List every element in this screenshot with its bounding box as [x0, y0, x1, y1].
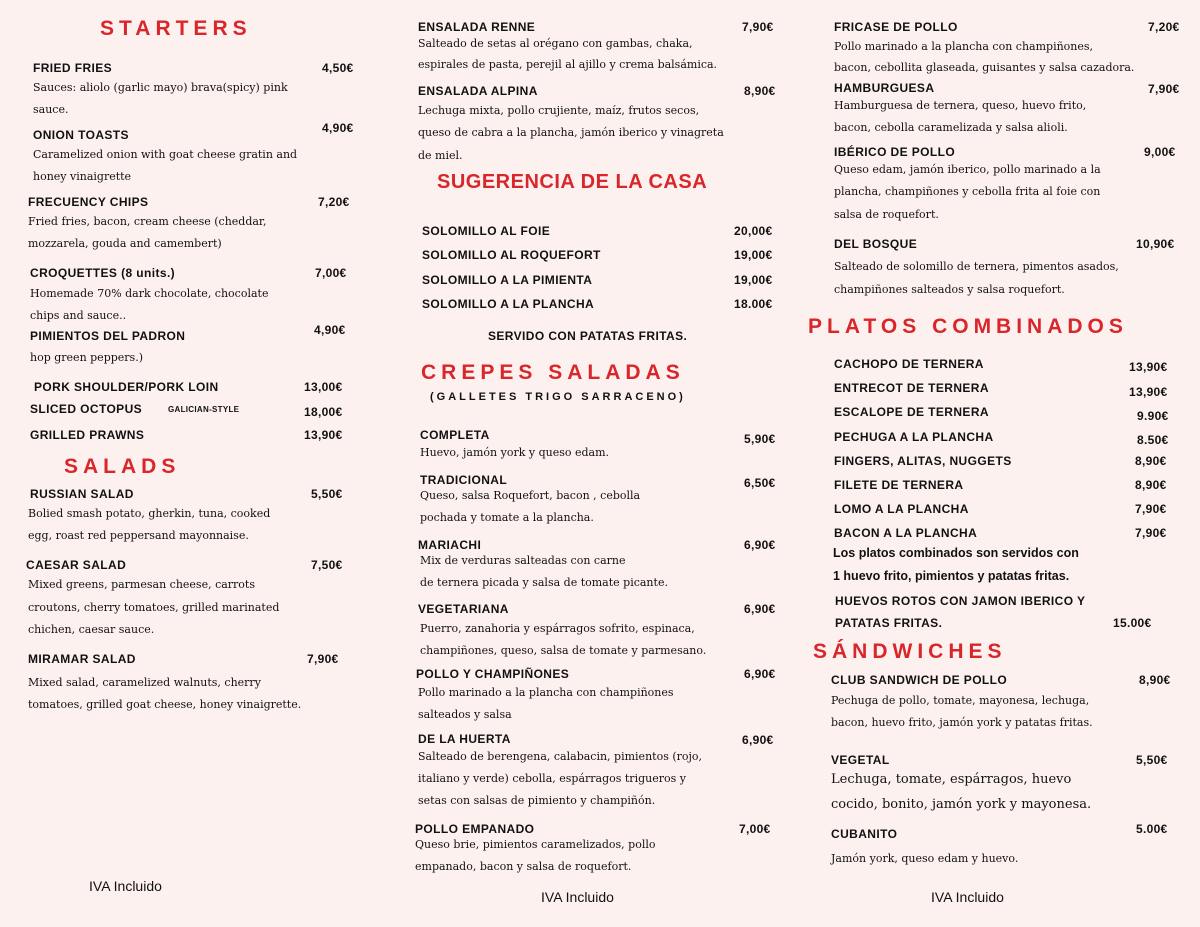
item-desc: champiñones salteados y salsa roquefort. — [834, 283, 1065, 296]
item-name: VEGETARIANA — [418, 602, 509, 616]
item-name: BACON A LA PLANCHA — [834, 526, 978, 540]
item-price: 20,00€ — [734, 224, 773, 238]
item-price: 5.00€ — [1136, 822, 1168, 836]
item-desc: bacon, huevo frito, jamón york y patatas fritas. — [831, 716, 1093, 729]
item-price: 7,00€ — [739, 822, 771, 836]
item-name: PECHUGA A LA PLANCHA — [834, 430, 994, 444]
item-name: CUBANITO — [831, 827, 898, 841]
item-desc: egg, roast red peppersand mayonnaise. — [28, 529, 249, 542]
combinados-note: Los platos combinados son servidos con — [833, 546, 1079, 560]
footer-iva: IVA Incluido — [89, 878, 162, 894]
item-desc: bacon, cebollita glaseada, guisantes y salsa cazadora. — [834, 61, 1135, 74]
sugerencia-heading: SUGERENCIA DE LA CASA — [437, 171, 708, 193]
item-desc: Puerro, zanahoria y espárragos sofrito, espinaca, — [420, 622, 695, 635]
item-desc: plancha, champiñones y cebolla frita al foie con — [834, 185, 1101, 198]
item-desc: salteados y salsa — [418, 708, 512, 721]
item-name: SOLOMILLO AL FOIE — [422, 224, 551, 238]
item-desc: cocido, bonito, jamón york y mayonesa. — [831, 797, 1092, 812]
salads-heading: SALADS — [64, 455, 181, 478]
item-desc: sauce. — [33, 103, 69, 116]
item-price: 7,20€ — [1148, 20, 1180, 34]
item-desc: chips and sauce.. — [30, 309, 127, 322]
item-price: 7,90€ — [307, 652, 339, 666]
item-name: FINGERS, ALITAS, NUGGETS — [834, 454, 1012, 468]
item-name: SOLOMILLO A LA PIMIENTA — [422, 273, 593, 287]
item-desc: queso de cabra a la plancha, jamón iberico y vinagreta — [418, 126, 724, 139]
item-desc: Queso brie, pimientos caramelizados, pollo — [415, 838, 656, 851]
item-desc: bacon, cebolla caramelizada y salsa alioli. — [834, 121, 1068, 134]
item-desc: pochada y tomate a la plancha. — [420, 511, 594, 524]
item-price: 7,20€ — [318, 195, 350, 209]
item-name: SOLOMILLO AL ROQUEFORT — [422, 248, 601, 262]
item-name: RUSSIAN SALAD — [30, 487, 134, 501]
item-price: 13,90€ — [304, 428, 343, 442]
item-desc: Bolied smash potato, gherkin, tuna, cooked — [28, 507, 271, 520]
item-desc: honey vinaigrette — [33, 170, 132, 183]
item-name: FILETE DE TERNERA — [834, 478, 964, 492]
item-name: GRILLED PRAWNS — [30, 428, 145, 442]
item-desc: Lechuga, tomate, espárragos, huevo — [831, 772, 1072, 787]
item-name: CLUB SANDWICH DE POLLO — [831, 673, 1008, 687]
item-price: 18.00€ — [734, 297, 773, 311]
item-desc: Lechuga mixta, pollo crujiente, maíz, frutos secos, — [418, 104, 700, 117]
item-desc: Queso edam, jamón iberico, pollo marinado a la — [834, 163, 1101, 176]
item-name: MARIACHI — [418, 538, 482, 552]
item-name: SOLOMILLO A LA PLANCHA — [422, 297, 595, 311]
item-desc: croutons, cherry tomatoes, grilled marinated — [28, 601, 280, 614]
item-name: LOMO A LA PLANCHA — [834, 502, 969, 516]
item-price: 5,90€ — [744, 432, 776, 446]
item-price: 19,00€ — [734, 273, 773, 287]
item-name: ENSALADA RENNE — [418, 20, 536, 34]
item-price: 6,90€ — [744, 667, 776, 681]
item-desc: setas con salsas de pimiento y champiñón. — [418, 794, 656, 807]
item-desc: Mixed salad, caramelized walnuts, cherry — [28, 676, 261, 689]
item-name: MIRAMAR SALAD — [28, 652, 136, 666]
item-desc: Salteado de setas al orégano con gambas, chaka, — [418, 37, 693, 50]
crepes-subheading: (GALLETES TRIGO SARRACENO) — [430, 391, 686, 403]
item-name: FRECUENCY CHIPS — [28, 195, 149, 209]
item-name: COMPLETA — [420, 428, 490, 442]
item-desc: Mix de verduras salteadas con carne — [420, 554, 626, 567]
footer-iva: IVA Incluido — [931, 889, 1004, 905]
item-price: 5,50€ — [311, 487, 343, 501]
item-desc: Pechuga de pollo, tomate, mayonesa, lechuga, — [831, 694, 1090, 707]
item-note: GALICIAN-STYLE — [168, 405, 240, 414]
item-desc: espirales de pasta, perejil al ajillo y crema balsámica. — [418, 58, 718, 71]
item-desc: Queso, salsa Roquefort, bacon , cebolla — [420, 489, 641, 502]
item-price: 8.50€ — [1137, 433, 1169, 447]
item-desc: italiano y verde) cebolla, espárragos trigueros y — [418, 772, 686, 785]
item-price: 8,90€ — [1139, 673, 1171, 687]
item-price: 8,90€ — [1135, 454, 1167, 468]
item-desc: Salteado de solomillo de ternera, pimentos asados, — [834, 260, 1119, 273]
item-price: 6,90€ — [744, 602, 776, 616]
item-price: 6,90€ — [742, 733, 774, 747]
item-name: POLLO EMPANADO — [415, 822, 535, 836]
item-price: 7,90€ — [1135, 502, 1167, 516]
item-desc: empanado, bacon y salsa de roquefort. — [415, 860, 632, 873]
item-price: 6,50€ — [744, 476, 776, 490]
item-name: CACHOPO DE TERNERA — [834, 357, 984, 371]
item-price: 9.90€ — [1137, 409, 1169, 423]
item-desc: chichen, caesar sauce. — [28, 623, 155, 636]
item-price: 15.00€ — [1113, 616, 1152, 630]
item-name: SLICED OCTOPUS — [30, 402, 143, 416]
item-name: CAESAR SALAD — [26, 558, 127, 572]
crepes-heading: CREPES SALADAS — [421, 361, 685, 384]
item-name: FRICASE DE POLLO — [834, 20, 958, 34]
item-price: 4,90€ — [314, 323, 346, 337]
item-name: ENTRECOT DE TERNERA — [834, 381, 989, 395]
item-desc: Caramelized onion with goat cheese gratin and — [33, 148, 298, 161]
item-desc: Sauces: aliolo (garlic mayo) brava(spicy) pink — [33, 81, 288, 94]
item-price: 8,90€ — [1135, 478, 1167, 492]
item-name: ESCALOPE DE TERNERA — [834, 405, 989, 419]
item-name: CROQUETTES (8 units.) — [30, 266, 176, 280]
item-desc: Huevo, jamón york y queso edam. — [420, 446, 610, 459]
item-name: FRIED FRIES — [33, 61, 113, 75]
item-desc: Mixed greens, parmesan cheese, carrots — [28, 578, 255, 591]
item-desc: tomatoes, grilled goat cheese, honey vinaigrette. — [28, 698, 302, 711]
item-name: PATATAS FRITAS. — [835, 616, 943, 630]
item-price: 4,50€ — [322, 61, 354, 75]
item-desc: salsa de roquefort. — [834, 208, 939, 221]
item-price: 19,00€ — [734, 248, 773, 262]
item-price: 18,00€ — [304, 405, 343, 419]
item-desc: Fried fries, bacon, cream cheese (cheddar, — [28, 215, 267, 228]
item-desc: de ternera picada y salsa de tomate picante. — [420, 576, 668, 589]
item-name: ENSALADA ALPINA — [418, 84, 538, 98]
item-price: 7,90€ — [1135, 526, 1167, 540]
item-name: PORK SHOULDER/PORK LOIN — [34, 380, 219, 394]
item-price: 9,00€ — [1144, 145, 1176, 159]
item-price: 5,50€ — [1136, 753, 1168, 767]
sandwiches-heading: SÁNDWICHES — [813, 640, 1007, 663]
starters-heading: STARTERS — [100, 17, 252, 40]
item-price: 8,90€ — [744, 84, 776, 98]
item-desc: de miel. — [418, 149, 463, 162]
item-desc: Hamburguesa de ternera, queso, huevo frito, — [834, 99, 1087, 112]
item-desc: Pollo marinado a la plancha con champiñones, — [834, 40, 1094, 53]
item-desc: champiñones, queso, salsa de tomate y parmesano. — [420, 644, 707, 657]
item-name: HAMBURGUESA — [834, 81, 935, 95]
item-name: VEGETAL — [831, 753, 890, 767]
item-price: 13,90€ — [1129, 385, 1168, 399]
item-price: 10,90€ — [1136, 237, 1175, 251]
item-name: IBÉRICO DE POLLO — [834, 145, 956, 159]
item-desc: Salteado de berengena, calabacin, pimientos (rojo, — [418, 750, 703, 763]
combinados-heading: PLATOS COMBINADOS — [808, 315, 1128, 338]
item-desc: Pollo marinado a la plancha con champiñones — [418, 686, 674, 699]
item-name: DE LA HUERTA — [418, 732, 511, 746]
item-name: PIMIENTOS DEL PADRON — [30, 329, 186, 343]
item-price: 4,90€ — [322, 121, 354, 135]
item-name: ONION TOASTS — [33, 128, 129, 142]
item-name: HUEVOS ROTOS CON JAMON IBERICO Y — [835, 594, 1086, 608]
footer-iva: IVA Incluido — [541, 889, 614, 905]
item-desc: Jamón york, queso edam y huevo. — [831, 852, 1019, 865]
item-name: TRADICIONAL — [420, 473, 508, 487]
item-desc: mozzarela, gouda and camembert) — [28, 237, 222, 250]
item-price: 7,50€ — [311, 558, 343, 572]
item-price: 6,90€ — [744, 538, 776, 552]
item-name: DEL BOSQUE — [834, 237, 918, 251]
combinados-note: 1 huevo frito, pimientos y patatas fritas. — [833, 569, 1070, 583]
sugerencia-note: SERVIDO CON PATATAS FRITAS. — [488, 329, 688, 343]
item-price: 13,90€ — [1129, 360, 1168, 374]
item-price: 7,90€ — [742, 20, 774, 34]
item-desc: hop green peppers.) — [30, 351, 143, 364]
item-name: POLLO Y CHAMPIÑONES — [416, 667, 570, 681]
item-price: 13,00€ — [304, 380, 343, 394]
item-desc: Homemade 70% dark chocolate, chocolate — [30, 287, 269, 300]
item-price: 7,00€ — [315, 266, 347, 280]
item-price: 7,90€ — [1148, 82, 1180, 96]
